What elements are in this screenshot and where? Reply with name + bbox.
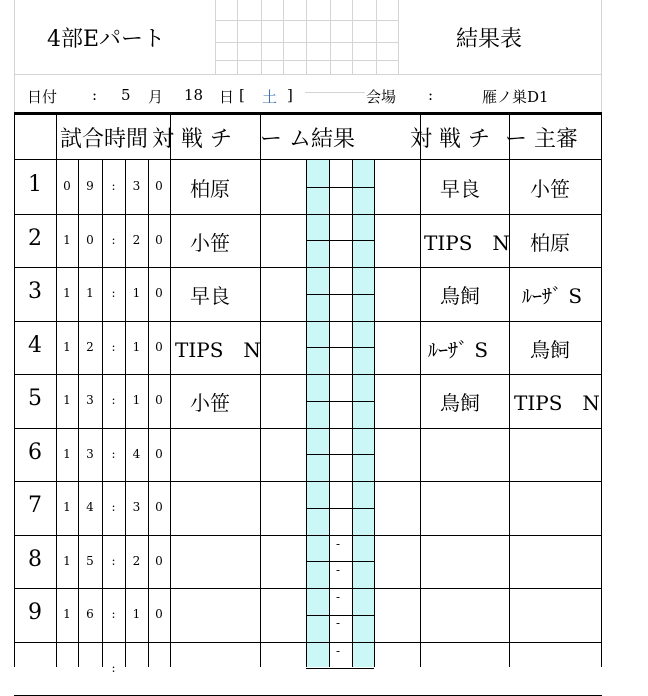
match-time-digit: : <box>111 179 116 193</box>
sheet-title: 結果表 <box>456 27 523 52</box>
score-dash-upper: - <box>336 590 341 604</box>
match-time-digit: 1 <box>63 500 71 514</box>
match-number: 8 <box>28 547 42 572</box>
team-a: 早良 <box>190 284 230 308</box>
match-time-digit: 1 <box>63 340 71 354</box>
match-time-digit: 0 <box>155 286 163 300</box>
team-a: TIPS N <box>175 338 261 362</box>
match-time-digit: 4 <box>86 500 94 514</box>
match-time-digit: 2 <box>86 340 94 354</box>
col-header-time: 試合時間 <box>60 127 149 152</box>
date-weekday: 土 <box>262 88 278 106</box>
date-month-unit: 月 <box>148 88 164 106</box>
referee: ﾙｰｻﾞ S <box>522 284 583 308</box>
match-time-digit: 0 <box>155 447 163 461</box>
division-title: 4部Eパート <box>47 27 166 52</box>
team-b: 鳥飼 <box>440 391 480 415</box>
match-time-digit: 1 <box>63 233 71 247</box>
date-label: 日付 <box>27 88 58 106</box>
score-dash-upper: - <box>336 537 341 551</box>
venue-name: 雁ノ巣D1 <box>482 88 549 106</box>
match-time-digit: 0 <box>155 607 163 621</box>
match-time-digit: 0 <box>155 179 163 193</box>
match-time-digit: 0 <box>86 233 94 247</box>
match-time-digit: 1 <box>63 607 71 621</box>
match-time-digit: 1 <box>63 554 71 568</box>
match-number: 6 <box>28 440 42 465</box>
match-time-digit: 0 <box>155 393 163 407</box>
match-time-digit: 1 <box>63 393 71 407</box>
referee: 小笹 <box>530 177 570 201</box>
match-time-digit: : <box>111 554 116 568</box>
match-time-digit: 2 <box>132 554 141 568</box>
col-header-referee-dash: ー <box>505 127 528 152</box>
match-time-digit: 6 <box>86 607 94 621</box>
date-day-unit: 日 <box>219 88 235 106</box>
match-time-digit: : <box>111 607 116 621</box>
match-time-digit: 2 <box>132 233 141 247</box>
match-time-digit: 1 <box>86 286 94 300</box>
match-time-digit: 0 <box>155 554 163 568</box>
match-time-digit: : <box>111 286 116 300</box>
match-number: 9 <box>28 600 42 625</box>
match-time-digit: 1 <box>132 393 141 407</box>
match-number: 2 <box>28 226 42 251</box>
team-a: 小笹 <box>190 391 230 415</box>
date-day: 18 <box>184 86 204 104</box>
team-b: 鳥飼 <box>440 284 480 308</box>
match-time-digit: 9 <box>86 179 94 193</box>
match-number: 7 <box>28 493 42 518</box>
date-colon: : <box>92 86 98 104</box>
bracket-open: [ <box>239 86 245 104</box>
match-number: 3 <box>28 279 42 304</box>
col-header-team-a: 対 戦 チ <box>152 127 232 152</box>
team-a: 小笹 <box>190 231 230 255</box>
col-header-referee: 主審 <box>534 127 579 152</box>
team-a: 柏原 <box>190 177 230 201</box>
referee: TIPS N <box>514 391 600 415</box>
match-time-digit: 1 <box>63 286 71 300</box>
match-time-digit: 0 <box>155 500 163 514</box>
match-time-digit: : <box>111 340 116 354</box>
match-number: 5 <box>28 386 42 411</box>
match-time-digit: 4 <box>132 447 141 461</box>
match-time-digit: 5 <box>86 554 94 568</box>
match-time-digit: 0 <box>155 340 163 354</box>
match-time-digit: : <box>111 233 116 247</box>
match-number: 1 <box>28 172 42 197</box>
col-header-result: ー ム結果 <box>260 127 355 152</box>
score-dash-lower: - <box>336 563 341 577</box>
venue-label: 会場 <box>366 88 397 106</box>
referee: 柏原 <box>530 231 570 255</box>
team-b: ﾙｰｻﾞ S <box>428 338 489 362</box>
referee: 鳥飼 <box>530 338 570 362</box>
match-time-digit: 1 <box>132 607 141 621</box>
match-time-digit: : <box>111 447 116 461</box>
date-month: 5 <box>121 86 131 104</box>
team-b: TIPS N <box>424 231 510 255</box>
col-header-team-b: 対 戦 チ <box>410 127 490 152</box>
match-number: 4 <box>28 333 42 358</box>
match-time-digit: 3 <box>86 393 94 407</box>
match-time-digit: 3 <box>132 500 141 514</box>
match-time-digit: 0 <box>63 179 71 193</box>
match-time-digit: : <box>111 500 116 514</box>
match-time-digit: 3 <box>86 447 94 461</box>
match-time-digit: 3 <box>132 179 141 193</box>
match-time-digit: : <box>111 393 116 407</box>
match-time-digit: 1 <box>132 286 141 300</box>
match-time-digit: 0 <box>155 233 163 247</box>
venue-colon: : <box>428 86 434 104</box>
team-b: 早良 <box>440 177 480 201</box>
match-time-digit: 1 <box>63 447 71 461</box>
match-time-digit: 1 <box>132 340 141 354</box>
bracket-close: ] <box>287 86 293 104</box>
score-dash-upper: - <box>336 644 341 658</box>
score-dash-lower: - <box>336 616 341 630</box>
match-time-digit: : <box>111 661 116 675</box>
